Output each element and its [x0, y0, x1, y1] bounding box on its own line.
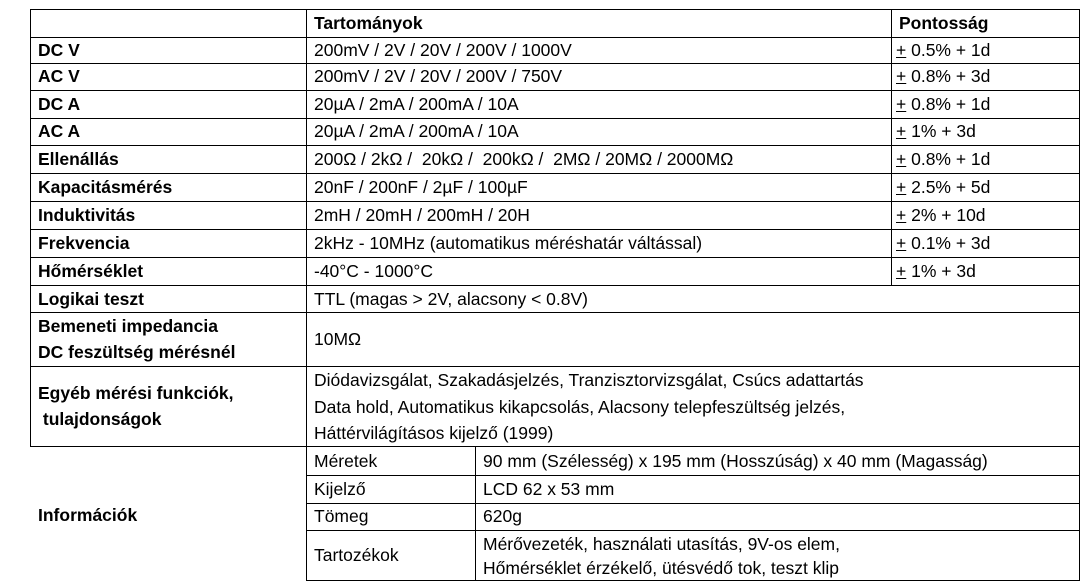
plus-minus-sign: + [896, 177, 907, 197]
row-range: 20nF / 200nF / 2µF / 100µF [314, 177, 528, 197]
impedance-value: 10MΩ [314, 329, 362, 349]
row-label: DC A [38, 94, 81, 114]
impedance-label-line-2: DC feszültség mérésnél [38, 342, 236, 362]
accuracy-value: 0.5% + 1d [906, 40, 991, 60]
header-accuracy: Pontosság [899, 13, 989, 33]
info-key-dimensions: Méretek [314, 451, 378, 471]
row-accuracy [896, 42, 990, 60]
row-label: Ellenállás [38, 149, 119, 169]
other-line-3: Háttérvilágításos kijelző (1999) [314, 423, 554, 443]
row-range: 200mV / 2V / 20V / 200V / 750V [314, 66, 563, 86]
row-accuracy [896, 263, 976, 281]
row-range: 200Ω / 2kΩ / 20kΩ / 200kΩ / 2MΩ / 20MΩ / 2000MΩ [314, 149, 734, 169]
plus-minus-sign: + [896, 66, 907, 86]
row-accuracy [896, 151, 990, 169]
plus-minus-sign: + [896, 233, 907, 253]
other-label-line-2: tulajdonságok [38, 409, 162, 429]
info-key-accessories: Tartozékok [314, 545, 399, 565]
row-range: TTL (magas > 2V, alacsony < 0.8V) [314, 289, 588, 309]
row-range: 2mH / 20mH / 200mH / 20H [314, 205, 530, 225]
row-accuracy [896, 179, 990, 197]
plus-minus-sign: + [896, 121, 907, 141]
row-range: 20µA / 2mA / 200mA / 10A [314, 121, 519, 141]
row-range: 20µA / 2mA / 200mA / 10A [314, 94, 519, 114]
accuracy-value: 1% + 3d [906, 121, 976, 141]
accuracy-value: 2% + 10d [906, 205, 986, 225]
info-key-display: Kijelző [314, 479, 366, 499]
row-label: AC A [38, 121, 81, 141]
row-label: Logikai teszt [38, 289, 144, 309]
row-accuracy [896, 123, 976, 141]
row-accuracy [896, 235, 990, 253]
row-accuracy [896, 207, 986, 225]
accuracy-value: 1% + 3d [906, 261, 976, 281]
plus-minus-sign: + [896, 205, 907, 225]
row-accuracy [896, 96, 990, 114]
header-ranges: Tartományok [314, 13, 423, 33]
accuracy-value: 0.8% + 1d [906, 94, 991, 114]
info-label: Információk [38, 505, 138, 525]
other-line-1: Diódavizsgálat, Szakadásjelzés, Tranzisztorvizsgálat, Csúcs adattartás [314, 370, 864, 390]
info-value-dimensions: 90 mm (Szélesség) x 195 mm (Hosszúság) x 40 mm (Magasság) [483, 451, 988, 471]
row-label: AC V [38, 66, 80, 86]
other-label-line-1: Egyéb mérési funkciók, [38, 383, 234, 403]
plus-minus-sign: + [896, 261, 907, 281]
row-label: Frekvencia [38, 233, 130, 253]
row-label: DC V [38, 40, 80, 60]
impedance-label-line-1: Bemeneti impedancia [38, 316, 218, 336]
row-range: 2kHz - 10MHz (automatikus méréshatár váltással) [314, 233, 703, 253]
other-line-2: Data hold, Automatikus kikapcsolás, Alacsony telepfeszültség jelzés, [314, 397, 846, 417]
plus-minus-sign: + [896, 149, 907, 169]
plus-minus-sign: + [896, 94, 907, 114]
accuracy-value: 0.1% + 3d [906, 233, 991, 253]
accuracy-value: 0.8% + 3d [906, 66, 991, 86]
row-accuracy [896, 68, 990, 86]
row-range: -40°C - 1000°C [314, 261, 434, 281]
info-value-display: LCD 62 x 53 mm [483, 479, 615, 499]
row-label: Induktivitás [38, 205, 136, 225]
info-value-accessories-line-2: Hőmérséklet érzékelő, ütésvédő tok, teszt klip [483, 558, 839, 578]
info-key-weight: Tömeg [314, 506, 369, 526]
row-label: Kapacitásmérés [38, 177, 173, 197]
plus-minus-sign: + [896, 40, 907, 60]
row-label: Hőmérséklet [38, 261, 144, 281]
accuracy-value: 2.5% + 5d [906, 177, 991, 197]
row-range: 200mV / 2V / 20V / 200V / 1000V [314, 40, 572, 60]
info-value-accessories-line-1: Mérővezeték, használati utasítás, 9V-os elem, [483, 534, 840, 554]
accuracy-value: 0.8% + 1d [906, 149, 991, 169]
info-value-weight: 620g [483, 506, 522, 526]
